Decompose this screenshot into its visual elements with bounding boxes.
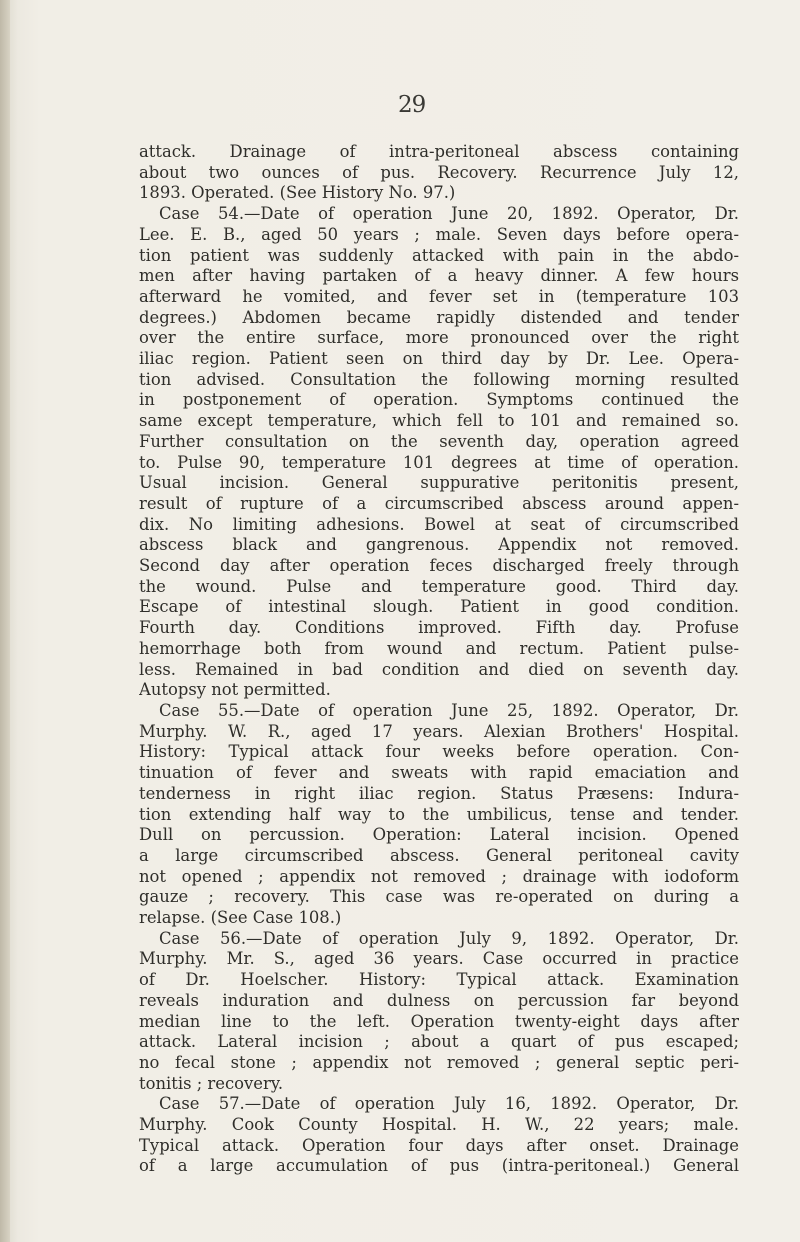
text-line: in postponement of operation. Symptoms continued the bbox=[139, 390, 739, 410]
text-line: about two ounces of pus. Recovery. Recurrence July 12, bbox=[139, 162, 739, 182]
text-line: Second day after operation feces discharged freely through bbox=[139, 556, 739, 576]
text-line: relapse. (See Case 108.) bbox=[139, 908, 342, 928]
page-gutter-shadow bbox=[0, 0, 10, 1242]
text-line: tonitis ; recovery. bbox=[139, 1073, 284, 1093]
text-line: abscess black and gangrenous. Appendix not removed. bbox=[139, 535, 739, 555]
text-line: Typical attack. Operation four days after onset. Drainage bbox=[139, 1135, 739, 1155]
text-line: a large circumscribed abscess. General peritoneal cavity bbox=[139, 845, 739, 865]
text-line: attack. Lateral incision ; about a quart of pus escaped; bbox=[139, 1032, 739, 1052]
text-line: Murphy. Cook County Hospital. H. W., 22 years; male. bbox=[139, 1115, 739, 1135]
text-line: afterward he vomited, and fever set in (temperature 103 bbox=[139, 286, 739, 306]
text-line: Further consultation on the seventh day, operation agreed bbox=[139, 431, 739, 451]
text-line: tion advised. Consultation the following morning resulted bbox=[139, 369, 739, 389]
text-line: of Dr. Hoelscher. History: Typical attack. Examination bbox=[139, 970, 739, 990]
page-number: 29 bbox=[398, 92, 426, 118]
text-line: Murphy. W. R., aged 17 years. Alexian Brothers' Hospital. bbox=[139, 721, 739, 741]
text-line: same except temperature, which fell to 101 and remained so. bbox=[139, 411, 739, 431]
text-line: median line to the left. Operation twenty-eight days after bbox=[139, 1011, 739, 1031]
text-line: iliac region. Patient seen on third day by Dr. Lee. Opera- bbox=[139, 349, 739, 369]
text-line: tion extending half way to the umbilicus, tense and tender. bbox=[139, 804, 739, 824]
text-line: Dull on percussion. Operation: Lateral incision. Opened bbox=[139, 825, 739, 845]
text-line: tion patient was suddenly attacked with pain in the abdo- bbox=[139, 245, 739, 265]
text-line: less. Remained in bad condition and died on seventh day. bbox=[139, 659, 739, 679]
text-line: Autopsy not permitted. bbox=[139, 680, 331, 700]
text-line: over the entire surface, more pronounced over the right bbox=[139, 328, 739, 348]
text-line: not opened ; appendix not removed ; drainage with iodoform bbox=[139, 866, 739, 886]
body-text bbox=[139, 142, 739, 1177]
text-line: dix. No limiting adhesions. Bowel at seat of circumscribed bbox=[139, 514, 739, 534]
text-line: Case 55.—Date of operation June 25, 1892. Operator, Dr. bbox=[159, 700, 739, 720]
text-line: to. Pulse 90, temperature 101 degrees at time of operation. bbox=[139, 452, 739, 472]
text-line: result of rupture of a circumscribed abscess around appen- bbox=[139, 493, 739, 513]
text-line: of a large accumulation of pus (intra-peritoneal.) General bbox=[139, 1156, 739, 1176]
text-line: Lee. E. B., aged 50 years ; male. Seven days before opera- bbox=[139, 224, 739, 244]
text-line: no fecal stone ; appendix not removed ; general septic peri- bbox=[139, 1052, 739, 1072]
text-line: attack. Drainage of intra-peritoneal abscess containing bbox=[139, 142, 739, 161]
text-line: Escape of intestinal slough. Patient in good condition. bbox=[139, 597, 739, 617]
text-line: Fourth day. Conditions improved. Fifth day. Profuse bbox=[139, 618, 739, 638]
text-line: reveals induration and dulness on percussion far beyond bbox=[139, 990, 739, 1010]
text-line: Case 56.—Date of operation July 9, 1892. Operator, Dr. bbox=[159, 928, 739, 948]
text-line: Case 57.—Date of operation July 16, 1892. Operator, Dr. bbox=[159, 1094, 739, 1114]
text-line: the wound. Pulse and temperature good. Third day. bbox=[139, 576, 739, 596]
text-line: hemorrhage both from wound and rectum. Patient pulse- bbox=[139, 638, 739, 658]
text-line: men after having partaken of a heavy dinner. A few hours bbox=[139, 266, 739, 286]
text-line: tinuation of fever and sweats with rapid emaciation and bbox=[139, 763, 739, 783]
text-line: gauze ; recovery. This case was re-operated on during a bbox=[139, 887, 739, 907]
text-line: Case 54.—Date of operation June 20, 1892. Operator, Dr. bbox=[159, 204, 739, 224]
text-line: Murphy. Mr. S., aged 36 years. Case occurred in practice bbox=[139, 949, 739, 969]
text-line: degrees.) Abdomen became rapidly distended and tender bbox=[139, 307, 739, 327]
text-line: 1893. Operated. (See History No. 97.) bbox=[139, 183, 456, 203]
text-line: History: Typical attack four weeks before operation. Con- bbox=[139, 742, 739, 762]
text-line: tenderness in right iliac region. Status Præsens: Indura- bbox=[139, 783, 739, 803]
text-line: Usual incision. General suppurative peritonitis present, bbox=[139, 473, 739, 493]
